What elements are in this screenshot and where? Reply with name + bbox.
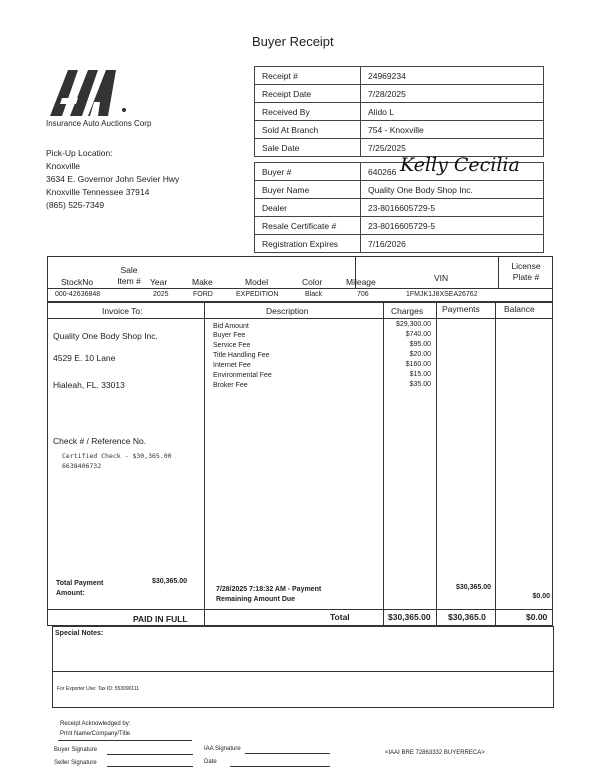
header-year: Year: [150, 277, 168, 287]
page-title: Buyer Receipt: [252, 34, 334, 49]
receipt-info-table: [254, 66, 544, 157]
vehicle-model: EXPEDITION: [236, 291, 279, 298]
fee-name: Broker Fee: [213, 382, 248, 389]
check-reference-number: 6638406732: [62, 462, 102, 470]
total-label: Total: [330, 612, 350, 622]
vehicle-stockno: 000-42636848: [55, 291, 101, 298]
header-color: Color: [302, 277, 323, 287]
fee-name: Bid Amount: [213, 323, 249, 330]
vehicle-year: 2025: [153, 291, 169, 298]
document-reference: <IAAI BRE 72863332 BUYERRECA>: [385, 750, 485, 756]
fee-name: Service Fee: [213, 342, 251, 349]
header-sale-item: Sale Item #: [117, 265, 141, 286]
remaining-amount-label: Remaining Amount Due: [216, 596, 296, 603]
pickup-address-2: Knoxville Tennessee 37914: [46, 187, 150, 197]
exporter-note: For Exporter Use: Tax ID: 553090111: [57, 686, 139, 692]
header-payments: Payments: [442, 304, 480, 314]
pickup-label: Pick-Up Location:: [46, 148, 113, 158]
header-mileage: Mileage: [346, 277, 376, 287]
check-reference-label: Check # / Reference No.: [53, 436, 147, 446]
receipt-info-row: Receipt Date 7/28/2025: [255, 85, 544, 103]
fee-name: Environmental Fee: [213, 372, 272, 379]
vehicle-vin: 1FMJK1J8XSEA26762: [406, 291, 478, 298]
receipt-info-row: Received By Alido L: [255, 103, 544, 121]
iaa-logo: [48, 66, 130, 118]
paid-in-full-label: PAID IN FULL: [133, 614, 188, 624]
company-name: Insurance Auto Auctions Corp: [46, 119, 152, 128]
fee-amount: $160.00: [405, 361, 431, 368]
vehicle-make: FORD: [193, 291, 213, 298]
buyer-info-row: Registration Expires 7/16/2026: [255, 235, 544, 253]
header-stockno: StockNo: [61, 277, 94, 287]
handwritten-signature: Kelly Cecilia: [400, 154, 520, 176]
header-invoice-to: Invoice To:: [102, 306, 143, 316]
buyer-info-row: Dealer 23-8016605729-5: [255, 199, 544, 217]
fee-amount: $15.00: [409, 371, 431, 378]
invoice-to-city: Hialeah, FL. 33013: [53, 380, 125, 390]
buyer-info-row: Buyer # 640266: [255, 163, 544, 181]
pickup-address: 3634 E. Governor John Sevier Hwy: [46, 174, 180, 184]
invoice-to-address: 4529 E. 10 Lane: [53, 353, 116, 363]
header-vin: VIN: [434, 273, 449, 283]
vehicle-color: Black: [305, 291, 323, 298]
total-payments: $30,365.0: [448, 612, 486, 622]
header-license-plate: License Plate #: [511, 261, 541, 282]
fee-amount: $29,300.00: [395, 321, 431, 328]
iaa-signature-label: IAA Signature: [204, 746, 241, 752]
special-notes-label: Special Notes:: [55, 630, 104, 637]
fee-amount: $740.00: [405, 331, 431, 338]
invoice-table: [47, 302, 553, 626]
header-make: Make: [192, 277, 213, 287]
total-charges: $30,365.00: [388, 612, 431, 622]
pickup-city: Knoxville: [46, 161, 81, 171]
print-name-label: Print Name/Company/Title: [60, 731, 131, 737]
vehicle-mileage: 706: [357, 291, 369, 298]
fee-amount: $20.00: [409, 351, 431, 358]
header-description: Description: [266, 306, 309, 316]
seller-signature-label: Seller Signature: [54, 760, 97, 766]
fee-amount: $35.00: [409, 381, 431, 388]
total-payment-amount: $30,365.00: [152, 578, 188, 585]
receipt-acknowledged-label: Receipt Acknowledged by:: [60, 721, 131, 727]
date-label: Date: [204, 759, 217, 765]
fee-name: Buyer Fee: [213, 332, 246, 339]
total-balance: $0.00: [526, 612, 548, 622]
total-payment-label-2: Amount:: [56, 590, 85, 597]
receipt-info-row: Sold At Branch 754 - Knoxville: [255, 121, 544, 139]
fee-amount: $95.00: [409, 341, 431, 348]
header-balance: Balance: [504, 304, 535, 314]
buyer-signature-label: Buyer Signature: [54, 747, 98, 753]
total-payment-label: Total Payment: [56, 580, 104, 587]
fee-name: Title Handling Fee: [213, 352, 270, 359]
invoice-to-name: Quality One Body Shop Inc.: [53, 331, 158, 341]
buyer-info-row: Buyer Name Quality One Body Shop Inc.: [255, 181, 544, 199]
header-model: Model: [245, 277, 269, 287]
buyer-info-row: Resale Certificate # 23-8016605729-5: [255, 217, 544, 235]
receipt-info-row: Sale Date 7/25/2025: [255, 139, 544, 157]
fee-name: Internet Fee: [213, 362, 251, 369]
payment-line: 7/28/2025 7:18:32 AM - Payment: [216, 586, 322, 593]
special-notes-box: [52, 626, 554, 708]
header-charges: Charges: [391, 306, 424, 316]
pickup-phone: (865) 525-7349: [46, 200, 105, 210]
receipt-info-row: Receipt # 24969234: [255, 67, 544, 85]
check-reference-line: Certified Check - $30,365.00: [62, 452, 172, 460]
payment-amount: $30,365.00: [455, 584, 491, 591]
balance-amount: $0.00: [532, 593, 550, 600]
